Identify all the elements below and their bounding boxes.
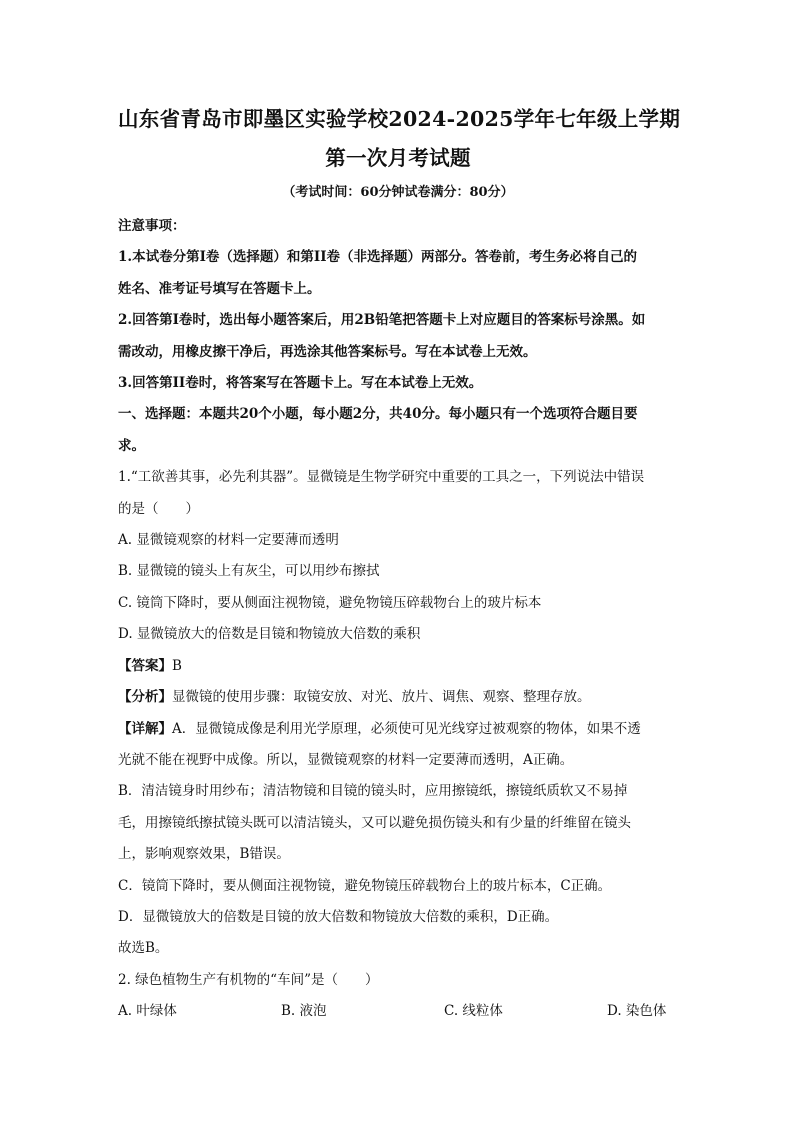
question-1-option-d: D. 显微镜放大的倍数是目镜和物镜放大倍数的乘积 (118, 626, 421, 643)
answer-label: 【答案】 (118, 657, 172, 674)
answer-value: B (172, 657, 182, 674)
question-1-detail-line7: D．显微镜放大的倍数是目镜的放大倍数和物镜放大倍数的乘积，D正确。 (118, 908, 559, 925)
question-1-option-a: A. 显微镜观察的材料一定要薄而透明 (118, 532, 339, 549)
question-2-option-d: D. 染色体 (607, 1003, 667, 1020)
question-1-answer (118, 651, 678, 682)
question-2-stem: 2. 绿色植物生产有机物的“车间”是（ ） (118, 971, 379, 988)
detail-text-line1: A．显微镜成像是利用光学原理，必须使可见光线穿过被观察的物体，如果不透 (172, 720, 641, 737)
notice-item-2-line1: 2.回答第I卷时，选出每小题答案后，用2B铅笔把答题卡上对应题目的答案标号涂黑。如 (118, 312, 646, 329)
question-2-option-c: C. 线粒体 (444, 1003, 503, 1020)
question-1-detail-line2: 光就不能在视野中成像。所以，显微镜观察的材料一定要薄而透明，A正确。 (118, 751, 574, 768)
section-1-heading-line1: 一、选择题：本题共20个小题，每小题2分，共40分。每小题只有一个选项符合题目要 (118, 406, 638, 423)
question-2-option-b: B. 液泡 (281, 1003, 327, 1020)
question-1-analysis (118, 682, 678, 713)
exam-page (118, 100, 681, 1028)
question-2-option-a: A. 叶绿体 (118, 1003, 177, 1020)
notice-item-2-line2: 需改动，用橡皮擦干净后，再选涂其他答案标号。写在本试卷上无效。 (118, 343, 537, 360)
question-1-detail-line5: 上，影响观察效果，B错误。 (118, 846, 290, 863)
question-1-option-c: C. 镜筒下降时，要从侧面注视物镜，避免物镜压碎载物台上的玻片标本 (118, 594, 542, 611)
notice-heading: 注意事项： (118, 218, 186, 234)
question-1-stem-line1: 1.“工欲善其事，必先利其器”。显微镜是生物学研究中重要的工具之一，下列说法中错误 (118, 469, 645, 486)
question-2-options (118, 996, 678, 1027)
section-1-heading-line2: 求。 (118, 437, 145, 454)
exam-title-line1: 山东省青岛市即墨区实验学校2024-2025学年七年级上学期 (118, 107, 681, 131)
question-1-detail-line4: 毛，用擦镜纸擦拭镜头既可以清洁镜头，又可以避免损伤镜头和有少量的纤维留在镜头 (118, 814, 631, 831)
question-1-conclusion: 故选B。 (118, 940, 169, 957)
exam-info: （考试时间：60分钟试卷满分：80分） (282, 185, 514, 200)
analysis-label: 【分析】 (118, 689, 172, 706)
detail-label: 【详解】 (118, 720, 172, 737)
notice-item-1-line2: 姓名、准考证号填写在答题卡上。 (118, 280, 321, 297)
notice-item-3: 3.回答第II卷时，将答案写在答题卡上。写在本试卷上无效。 (118, 375, 483, 392)
analysis-text: 显微镜的使用步骤：取镜安放、对光、放片、调焦、观察、整理存放。 (172, 689, 591, 706)
question-1-stem-line2: 的是（ ） (118, 500, 199, 517)
question-1-detail-line3: B．清洁镜身时用纱布；清洁物镜和目镜的镜头时，应用擦镜纸，擦镜纸质软又不易掉 (118, 783, 628, 800)
notice-item-1-line1: 1.本试卷分第I卷（选择题）和第II卷（非选择题）两部分。答卷前，考生务必将自己的 (118, 249, 638, 266)
exam-title-line2: 第一次月考试题 (325, 146, 471, 170)
question-1-detail-line6: C．镜筒下降时，要从侧面注视物镜，避免物镜压碎载物台上的玻片标本，C正确。 (118, 877, 612, 894)
question-1-detail-line1 (118, 714, 678, 745)
question-1-option-b: B. 显微镜的镜头上有灰尘，可以用纱布擦拭 (118, 563, 380, 580)
